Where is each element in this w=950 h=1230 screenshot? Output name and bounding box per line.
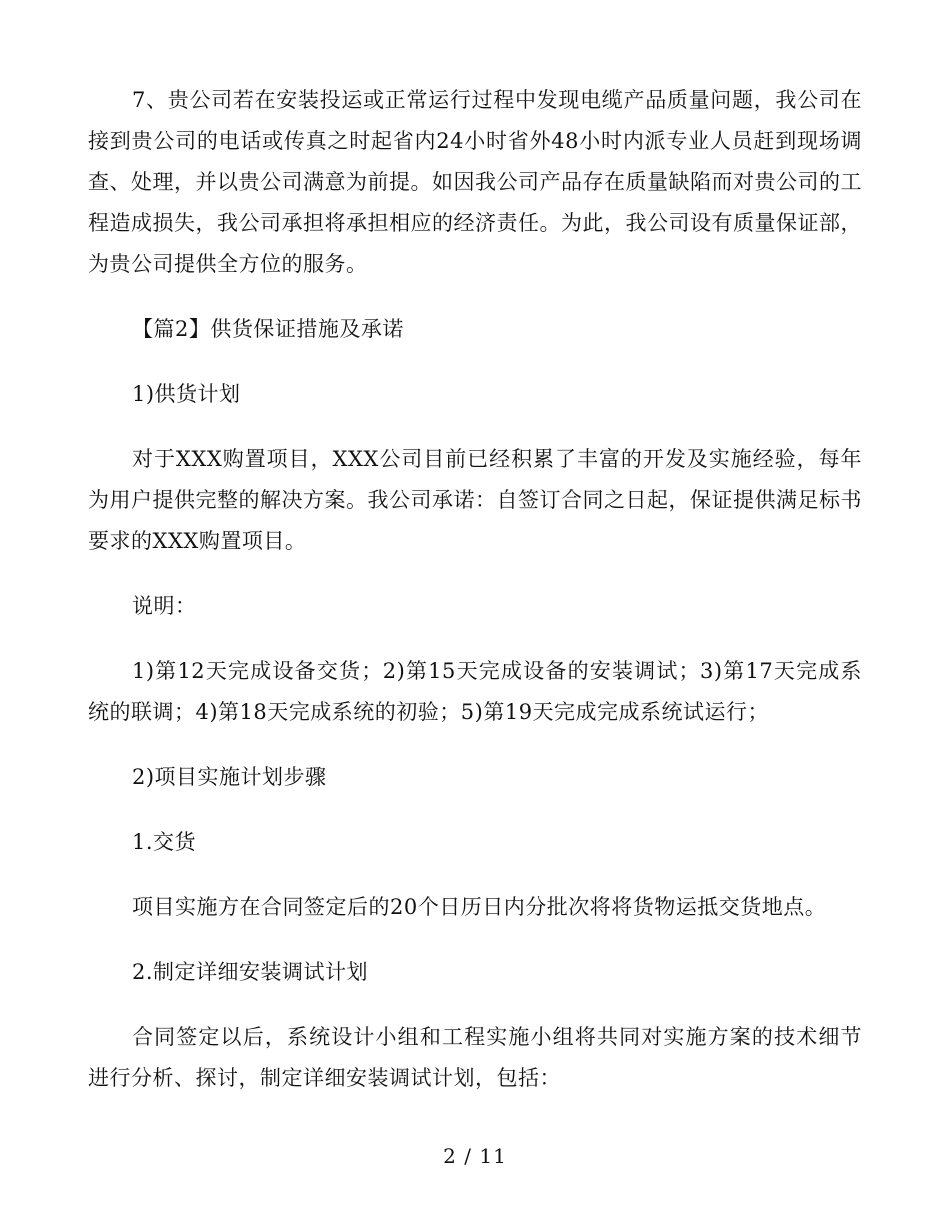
subheading-implementation-steps: 2)项目实施计划步骤: [132, 765, 327, 789]
page-number: 2 / 11: [443, 1144, 507, 1168]
paragraph-after-sales-commitment: 7、贵公司若在安装投运或正常运行过程中发现电缆产品质量问题，我公司在接到贵公司的电话或传真之时起省内24小时省外48小时内派专业人员赶到现场调查、处理，并以贵公司满意为前提。如因我公司产品存在质量缺陷而对贵公司的工程造成损失，我公司承担将承担相应的经济责任。为此，我公司设有质量保证部，为贵公司提供全方位的服务。: [88, 88, 862, 276]
label-notes: 说明：: [132, 594, 197, 618]
paragraph-delivery: 项目实施方在合同签定后的20个日历日内分批次将将货物运抵交货地点。: [132, 895, 827, 919]
paragraph-supply-commitment: 对于XXX购置项目，XXX公司目前已经积累了丰富的开发及实施经验，每年为用户提供完整的解决方案。我公司承诺：自签订合同之日起，保证提供满足标书要求的XXX购置项目。: [88, 447, 862, 553]
subheading-supply-plan: 1)供货计划: [132, 382, 241, 406]
paragraph-schedule: 1)第12天完成设备交货；2)第15天完成设备的安装调试；3)第17天完成系统的联调；4)第18天完成系统的初验；5)第19天完成完成系统试运行；: [88, 659, 862, 724]
document-body: [88, 80, 862, 1099]
section-heading-part-2: 【篇2】供货保证措施及承诺: [132, 317, 404, 341]
step-heading-delivery: 1.交货: [132, 830, 197, 854]
paragraph-install-plan: 合同签定以后，系统设计小组和工程实施小组将共同对实施方案的技术细节进行分析、探讨，制定详细安装调试计划，包括：: [88, 1025, 862, 1090]
step-heading-install-plan: 2.制定详细安装调试计划: [132, 960, 369, 984]
